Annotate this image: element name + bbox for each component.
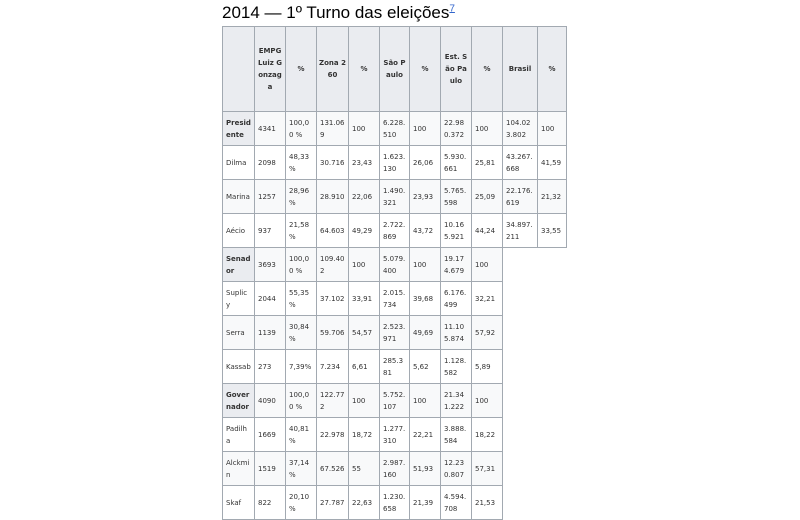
- value-cell: 22.980.372: [441, 112, 472, 146]
- value-cell: 22.978: [317, 418, 349, 452]
- value-cell: 100: [472, 384, 503, 418]
- value-cell: 48,33 %: [286, 146, 317, 180]
- column-header: %: [349, 27, 380, 112]
- value-cell: 11.105.874: [441, 316, 472, 350]
- value-cell: 6.228.510: [380, 112, 410, 146]
- value-cell: 12.230.807: [441, 452, 472, 486]
- candidate-name: Kassab: [223, 350, 255, 384]
- value-cell: 32,21: [472, 282, 503, 316]
- office-label: Senador: [223, 248, 255, 282]
- value-cell: 131.069: [317, 112, 349, 146]
- column-header: %: [472, 27, 503, 112]
- value-cell: 37,14 %: [286, 452, 317, 486]
- value-cell: 27.787: [317, 486, 349, 520]
- value-cell: 21,58 %: [286, 214, 317, 248]
- value-cell: 109.402: [317, 248, 349, 282]
- candidate-name: Padilha: [223, 418, 255, 452]
- office-header-row: [223, 384, 567, 418]
- value-cell: 7.234: [317, 350, 349, 384]
- candidate-row: [223, 180, 567, 214]
- office-header-row: [223, 248, 567, 282]
- candidate-name: Aécio: [223, 214, 255, 248]
- candidate-name: Suplicy: [223, 282, 255, 316]
- value-cell: 100,00 %: [286, 248, 317, 282]
- candidate-row: [223, 316, 567, 350]
- value-cell: 5.930.661: [441, 146, 472, 180]
- value-cell: 2098: [255, 146, 286, 180]
- empty-cell: [538, 282, 567, 316]
- value-cell: 100: [349, 248, 380, 282]
- value-cell: 22,63: [349, 486, 380, 520]
- value-cell: 4090: [255, 384, 286, 418]
- value-cell: 100: [410, 384, 441, 418]
- value-cell: 5.765.598: [441, 180, 472, 214]
- value-cell: 2.987.160: [380, 452, 410, 486]
- candidate-name: Dilma: [223, 146, 255, 180]
- value-cell: 26,06: [410, 146, 441, 180]
- value-cell: 122.772: [317, 384, 349, 418]
- value-cell: 21.341.222: [441, 384, 472, 418]
- value-cell: 54,57: [349, 316, 380, 350]
- value-cell: 1.277.310: [380, 418, 410, 452]
- value-cell: 100: [410, 248, 441, 282]
- column-header: Est. São Paulo: [441, 27, 472, 112]
- candidate-row: [223, 146, 567, 180]
- office-label: Governador: [223, 384, 255, 418]
- column-header: %: [286, 27, 317, 112]
- value-cell: 59.706: [317, 316, 349, 350]
- reference-number[interactable]: 7: [449, 3, 455, 15]
- value-cell: 18,22: [472, 418, 503, 452]
- value-cell: 6.176.499: [441, 282, 472, 316]
- empty-cell: [503, 350, 538, 384]
- empty-cell: [503, 248, 538, 282]
- empty-cell: [538, 316, 567, 350]
- page-title: [222, 2, 455, 24]
- value-cell: 1.623.130: [380, 146, 410, 180]
- value-cell: 44,24: [472, 214, 503, 248]
- candidate-row: [223, 282, 567, 316]
- column-header: %: [538, 27, 567, 112]
- value-cell: 55: [349, 452, 380, 486]
- value-cell: 2.722.869: [380, 214, 410, 248]
- empty-cell: [503, 452, 538, 486]
- empty-cell: [503, 384, 538, 418]
- value-cell: 64.603: [317, 214, 349, 248]
- column-header: Brasil: [503, 27, 538, 112]
- value-cell: 100: [472, 112, 503, 146]
- value-cell: 5.079.400: [380, 248, 410, 282]
- candidate-row: [223, 418, 567, 452]
- value-cell: 822: [255, 486, 286, 520]
- value-cell: 285.381: [380, 350, 410, 384]
- table-body: [223, 112, 567, 520]
- value-cell: 39,68: [410, 282, 441, 316]
- value-cell: 2044: [255, 282, 286, 316]
- value-cell: 40,81 %: [286, 418, 317, 452]
- value-cell: 21,32: [538, 180, 567, 214]
- value-cell: 2.015.734: [380, 282, 410, 316]
- empty-cell: [503, 282, 538, 316]
- value-cell: 104.023.802: [503, 112, 538, 146]
- value-cell: 5,62: [410, 350, 441, 384]
- value-cell: 57,92: [472, 316, 503, 350]
- value-cell: 25,81: [472, 146, 503, 180]
- column-header: São Paulo: [380, 27, 410, 112]
- value-cell: 43,72: [410, 214, 441, 248]
- value-cell: 1.128.582: [441, 350, 472, 384]
- value-cell: 37.102: [317, 282, 349, 316]
- column-header: EMPG Luiz Gonzaga: [255, 27, 286, 112]
- empty-cell: [538, 248, 567, 282]
- value-cell: 55,35 %: [286, 282, 317, 316]
- page-title-text: 2014 — 1º Turno das eleições: [222, 3, 450, 22]
- value-cell: 34.897.211: [503, 214, 538, 248]
- candidate-row: [223, 214, 567, 248]
- empty-cell: [538, 384, 567, 418]
- value-cell: 4.594.708: [441, 486, 472, 520]
- empty-cell: [538, 486, 567, 520]
- office-header-row: [223, 112, 567, 146]
- candidate-name: Marina: [223, 180, 255, 214]
- empty-cell: [538, 452, 567, 486]
- value-cell: 7,39%: [286, 350, 317, 384]
- value-cell: 49,69: [410, 316, 441, 350]
- value-cell: 33,91: [349, 282, 380, 316]
- column-header: %: [410, 27, 441, 112]
- value-cell: 28,96 %: [286, 180, 317, 214]
- empty-cell: [538, 350, 567, 384]
- value-cell: 100,00 %: [286, 112, 317, 146]
- value-cell: 3.888.584: [441, 418, 472, 452]
- value-cell: 10.165.921: [441, 214, 472, 248]
- value-cell: 100: [410, 112, 441, 146]
- value-cell: 22,21: [410, 418, 441, 452]
- value-cell: 5,89: [472, 350, 503, 384]
- value-cell: 1.490.321: [380, 180, 410, 214]
- value-cell: 273: [255, 350, 286, 384]
- value-cell: 100: [538, 112, 567, 146]
- value-cell: 23,93: [410, 180, 441, 214]
- election-results-table: [222, 26, 567, 520]
- column-header: Zona 260: [317, 27, 349, 112]
- value-cell: 100: [349, 112, 380, 146]
- value-cell: 937: [255, 214, 286, 248]
- value-cell: 49,29: [349, 214, 380, 248]
- header-row: [223, 27, 567, 112]
- value-cell: 100: [472, 248, 503, 282]
- empty-cell: [503, 486, 538, 520]
- value-cell: 5.752.107: [380, 384, 410, 418]
- office-label: Presidente: [223, 112, 255, 146]
- value-cell: 100,00 %: [286, 384, 317, 418]
- header-cell-empty: [223, 27, 255, 112]
- value-cell: 1669: [255, 418, 286, 452]
- candidate-name: Alckmin: [223, 452, 255, 486]
- reference-link[interactable]: [449, 3, 455, 14]
- empty-cell: [503, 418, 538, 452]
- value-cell: 51,93: [410, 452, 441, 486]
- value-cell: 19.174.679: [441, 248, 472, 282]
- value-cell: 18,72: [349, 418, 380, 452]
- candidate-row: [223, 486, 567, 520]
- value-cell: 41,59: [538, 146, 567, 180]
- value-cell: 3693: [255, 248, 286, 282]
- empty-cell: [538, 418, 567, 452]
- empty-cell: [503, 316, 538, 350]
- value-cell: 67.526: [317, 452, 349, 486]
- value-cell: 2.523.971: [380, 316, 410, 350]
- value-cell: 33,55: [538, 214, 567, 248]
- value-cell: 1257: [255, 180, 286, 214]
- value-cell: 1.230.658: [380, 486, 410, 520]
- value-cell: 1519: [255, 452, 286, 486]
- value-cell: 21,53: [472, 486, 503, 520]
- value-cell: 1139: [255, 316, 286, 350]
- value-cell: 6,61: [349, 350, 380, 384]
- value-cell: 43.267.668: [503, 146, 538, 180]
- candidate-row: [223, 350, 567, 384]
- value-cell: 57,31: [472, 452, 503, 486]
- candidate-name: Skaf: [223, 486, 255, 520]
- value-cell: 25,09: [472, 180, 503, 214]
- value-cell: 30.716: [317, 146, 349, 180]
- value-cell: 22.176.619: [503, 180, 538, 214]
- value-cell: 23,43: [349, 146, 380, 180]
- value-cell: 21,39: [410, 486, 441, 520]
- value-cell: 30,84 %: [286, 316, 317, 350]
- value-cell: 100: [349, 384, 380, 418]
- value-cell: 4341: [255, 112, 286, 146]
- candidate-name: Serra: [223, 316, 255, 350]
- value-cell: 20,10 %: [286, 486, 317, 520]
- candidate-row: [223, 452, 567, 486]
- value-cell: 28.910: [317, 180, 349, 214]
- value-cell: 22,06: [349, 180, 380, 214]
